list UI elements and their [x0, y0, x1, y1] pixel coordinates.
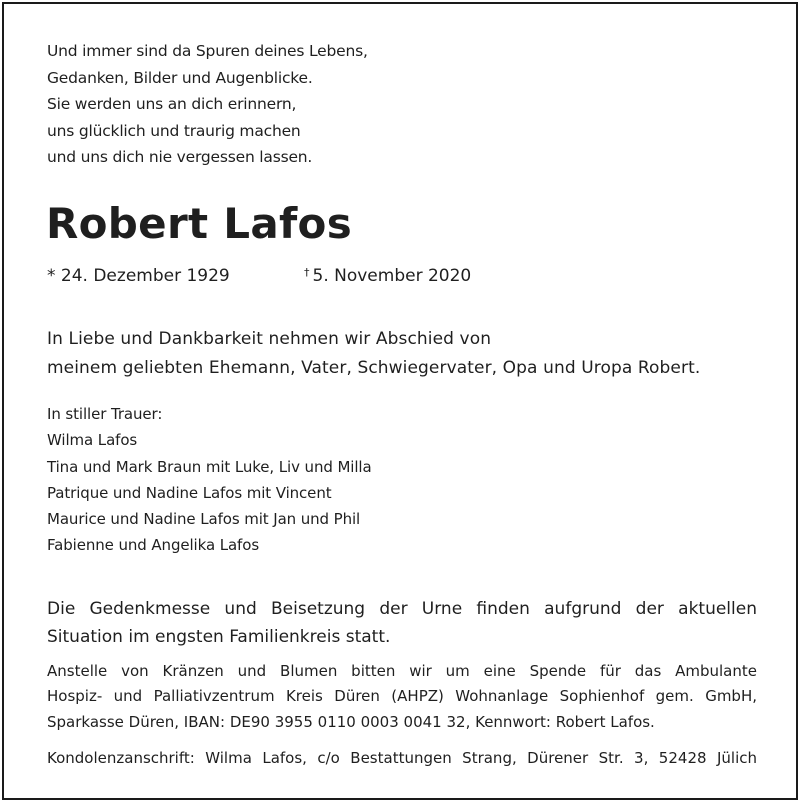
- ceremony-notice: [47, 596, 757, 651]
- farewell-line: In Liebe und Dankbarkeit nehmen wir Abschied von: [47, 329, 492, 349]
- farewell-line: meinem geliebten Ehemann, Vater, Schwiegervater, Opa und Uropa Robert.: [47, 358, 701, 378]
- mourners-heading: In stiller Trauer:: [47, 405, 163, 423]
- poem-line: Und immer sind da Spuren deines Lebens,: [47, 42, 368, 60]
- mourner-name: Maurice und Nadine Lafos mit Jan und Phil: [47, 510, 361, 529]
- poem-line: Gedanken, Bilder und Augenblicke.: [47, 68, 313, 87]
- condolence-address: Kondolenzanschrift: Wilma Lafos, c/o Bestattungen Strang, Dürener Str. 3, 52428 Jülich: [47, 749, 757, 767]
- mourner-name: Patrique und Nadine Lafos mit Vincent: [47, 483, 332, 502]
- cross-icon: †: [304, 266, 310, 279]
- birth-date: * 24. Dezember 1929: [47, 266, 230, 286]
- death-date-group: [304, 266, 471, 286]
- mourners-list: [47, 401, 372, 559]
- poem-line: und uns dich nie vergessen lassen.: [47, 148, 313, 166]
- life-dates: [47, 266, 472, 286]
- mourner-name: Tina und Mark Braun mit Luke, Liv und Milla: [47, 457, 372, 476]
- death-date: 5. November 2020: [312, 266, 472, 286]
- deceased-name: Robert Lafos: [46, 199, 352, 248]
- poem-line: uns glücklich und traurig machen: [47, 121, 301, 140]
- donation-line: Anstelle von Kränzen und Blumen bitten wir um eine Spende für das Ambulante: [47, 662, 757, 680]
- donation-line: Sparkasse Düren, IBAN: DE90 3955 0110 0003 0041 32, Kennwort: Robert Lafos.: [47, 712, 655, 731]
- mourner-name: Fabienne und Angelika Lafos: [47, 536, 260, 555]
- mourner-name: Wilma Lafos: [47, 431, 138, 450]
- ceremony-line: Situation im engsten Familienkreis statt.: [47, 626, 391, 647]
- donation-request: [47, 659, 757, 735]
- farewell-text: [47, 325, 700, 383]
- memorial-poem: [47, 38, 368, 171]
- donation-line: Hospiz- und Palliativzentrum Kreis Düren (AHPZ) Wohnanlage Sophienhof gem. GmbH,: [47, 687, 757, 706]
- poem-line: Sie werden uns an dich erinnern,: [47, 95, 297, 113]
- ceremony-line: Die Gedenkmesse und Beisetzung der Urne finden aufgrund der aktuellen: [47, 599, 757, 619]
